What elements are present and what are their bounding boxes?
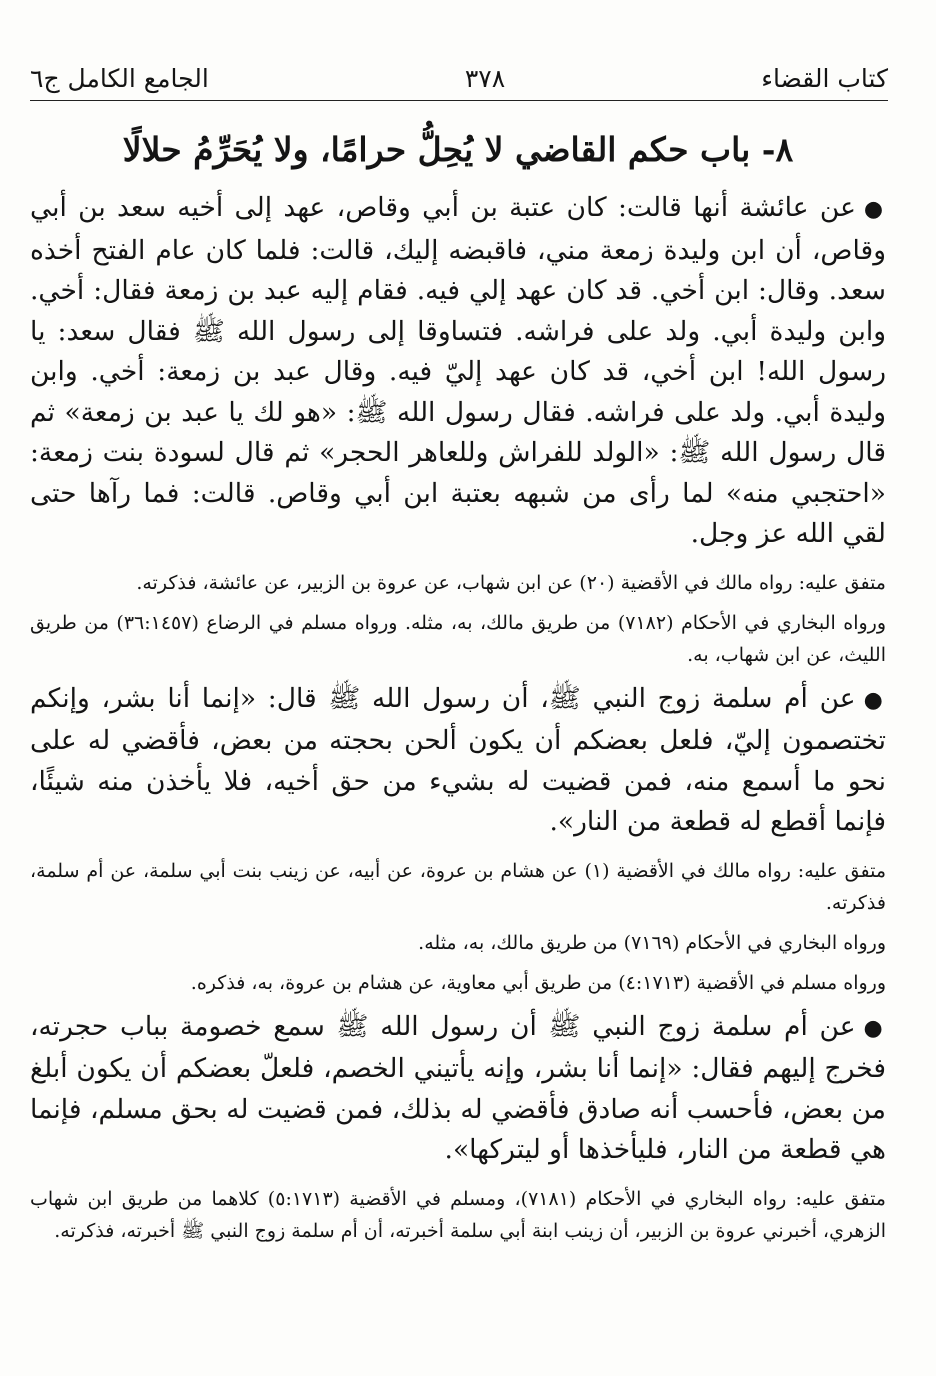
header-book-section: كتاب القضاء [761,63,888,93]
hadith-block-3 [30,1007,886,1247]
takhrij-note: ورواه البخاري في الأحكام (٧١٨٢) من طريق مالك، به، مثله. ورواه مسلم في الرضاع (٣٦:١٤٥٧) من طريق الليث، عن ابن شهاب، به. [30,611,886,666]
hadith-body: عن أم سلمة زوج النبي ﷺ، أن رسول الله ﷺ قال: «إنما أنا بشر، وإنكم تختصمون إليّ، فلعل بعضكم أن يكون ألحن بحجته من بعض، فأقضي له على نحو ما أسمع منه، فمن قضيت له بشيء من حق أخيه، فلا يأخذن منه شيئًا، فإنما أقطع له قطعة من النار». [30,682,886,837]
hadith-body: عن أم سلمة زوج النبي ﷺ أن رسول الله ﷺ سمع خصومة بباب حجرته، فخرج إليهم فقال: «إنما أنا بشر، وإنه يأتيني الخصم، فلعلّ بعضكم أن يكون أبلغ من بعض، فأحسب أنه صادق فأقضي له بذلك، فمن قضيت له بحق مسلم، فإنما هي قطعة من النار، فليأخذها أو ليتركها». [30,1010,886,1165]
chapter-title: ٨- باب حكم القاضي لا يُحِلُّ حرامًا، ولا يُحَرِّمُ حلالًا [122,130,794,169]
takhrij-note: متفق عليه: رواه مالك في الأقضية (١) عن هشام بن عروة، عن أبيه، عن زينب بنت أبي سلمة، عن أم سلمة، فذكرته. [30,859,886,914]
bullet-icon: ● [863,197,886,222]
takhrij-note: ورواه البخاري في الأحكام (٧١٦٩) من طريق مالك، به، مثله. [418,931,886,954]
hadith-body: عن عائشة أنها قالت: كان عتبة بن أبي وقاص، عهد إلى أخيه سعد بن أبي وقاص، أن ابن وليدة زمعة مني، فاقبضه إليك، قالت: فلما كان عام الفتح أخذه سعد. وقال: ابن أخي. قد كان عهد إلي فيه. فقام إليه عبد بن زمعة فقال: أخي. وابن وليدة أبي. ولد على فراشه. فتساوقا إلى رسول الله ﷺ فقال سعد: يا رسول الله! ابن أخي، قد كان عهد إليّ فيه. وقال عبد بن زمعة: أخي. وابن وليدة أبي. ولد على فراشه. فقال رسول الله ﷺ: «هو لك يا عبد بن زمعة» ثم قال رسول الله ﷺ: «الولد للفراش وللعاهر الحجر» ثم قال لسودة بنت زمعة: «احتجبي منه» لما رأى من شبهه بعتبة ابن أبي وقاص. قالت: فما رآها حتى لقي الله عز وجل. [30,192,886,549]
running-header [30,58,888,98]
takhrij-note: ورواه مسلم في الأقضية (٤:١٧١٣) من طريق أبي معاوية، عن هشام بن عروة، به، فذكره. [190,971,886,994]
hadith-text [30,1007,886,1171]
hadith-block-2 [30,679,886,999]
hadith-text [30,679,886,843]
takhrij-note: متفق عليه: رواه البخاري في الأحكام (٧١٨١)، ومسلم في الأقضية (٥:١٧١٣) كلاهما من طريق ابن شهاب الزهري، أخبرني عروة بن الزبير، أن زينب ابنة أبي سلمة أخبرته، أن أم سلمة زوج النبي ﷺ أخبرته، فذكرته. [30,1187,886,1242]
page-content [30,120,886,1255]
bullet-icon: ● [863,687,886,713]
header-page-number: ٣٧٨ [464,63,506,93]
header-book-title: الجامع الكامل ج٦ [30,63,209,93]
hadith-block-1 [30,188,886,671]
hadith-text [30,188,886,555]
header-divider [30,100,888,101]
bullet-icon: ● [863,1015,886,1041]
takhrij-note: متفق عليه: رواه مالك في الأقضية (٢٠) عن ابن شهاب، عن عروة بن الزبير، عن عائشة، فذكرته. [136,571,886,594]
